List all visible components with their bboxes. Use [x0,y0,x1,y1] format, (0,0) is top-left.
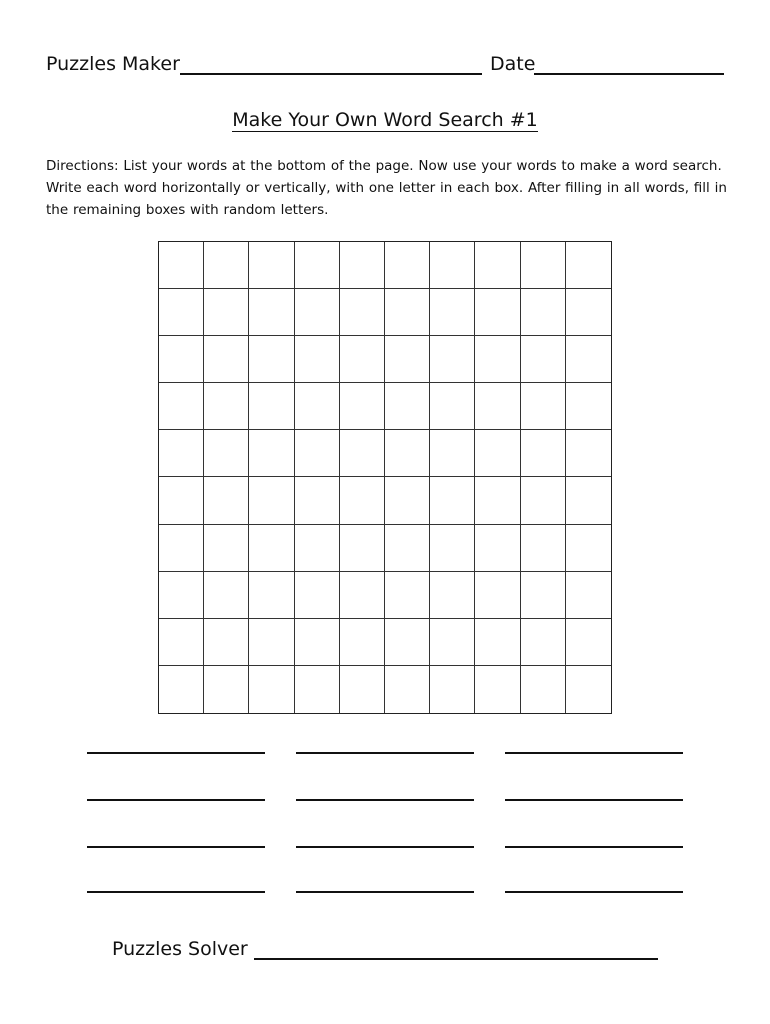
grid-cell[interactable] [340,619,385,666]
grid-cell[interactable] [385,666,430,713]
grid-cell[interactable] [295,525,340,572]
grid-cell[interactable] [475,336,520,383]
grid-cell[interactable] [249,242,294,289]
grid-cell[interactable] [159,242,204,289]
grid-cell[interactable] [566,619,611,666]
word-entry-line[interactable] [505,752,683,754]
grid-cell[interactable] [430,289,475,336]
grid-cell[interactable] [475,242,520,289]
date-field[interactable] [534,73,724,75]
grid-cell[interactable] [475,666,520,713]
grid-cell[interactable] [566,336,611,383]
grid-cell[interactable] [204,430,249,477]
grid-cell[interactable] [475,289,520,336]
word-search-grid [158,241,612,714]
grid-cell[interactable] [295,619,340,666]
grid-cell[interactable] [430,336,475,383]
grid-cell[interactable] [249,289,294,336]
grid-cell[interactable] [475,619,520,666]
grid-cell[interactable] [159,525,204,572]
grid-cell[interactable] [566,430,611,477]
puzzles-maker-field[interactable] [180,73,482,75]
grid-cell[interactable] [566,289,611,336]
puzzles-solver-field[interactable] [254,958,658,960]
word-entry-line[interactable] [87,891,265,893]
grid-cell[interactable] [430,383,475,430]
grid-cell[interactable] [521,666,566,713]
grid-cell[interactable] [159,619,204,666]
grid-cell[interactable] [566,572,611,619]
grid-cell[interactable] [430,242,475,289]
grid-cell[interactable] [204,383,249,430]
grid-cell[interactable] [340,289,385,336]
word-entry-line[interactable] [505,891,683,893]
grid-cell[interactable] [249,477,294,524]
word-entry-line[interactable] [87,752,265,754]
grid-cell[interactable] [159,666,204,713]
grid-cell[interactable] [385,477,430,524]
grid-cell[interactable] [521,242,566,289]
grid-cell[interactable] [521,430,566,477]
grid-cell[interactable] [249,572,294,619]
date-label: Date [490,53,536,75]
grid-cell[interactable] [340,666,385,713]
grid-cell[interactable] [566,477,611,524]
grid-cell[interactable] [340,336,385,383]
grid-cell[interactable] [430,477,475,524]
word-entry-line[interactable] [87,846,265,848]
word-entry-line[interactable] [296,799,474,801]
word-entry-line[interactable] [505,846,683,848]
grid-cell[interactable] [159,572,204,619]
grid-cell[interactable] [159,336,204,383]
word-entry-line[interactable] [505,799,683,801]
grid-cell[interactable] [159,383,204,430]
puzzles-solver-label: Puzzles Solver [112,938,248,960]
word-entry-line[interactable] [296,752,474,754]
grid-cell[interactable] [340,525,385,572]
grid-cell[interactable] [249,430,294,477]
grid-cell[interactable] [159,289,204,336]
grid-cell[interactable] [566,242,611,289]
grid-cell[interactable] [295,477,340,524]
grid-cell[interactable] [204,477,249,524]
grid-cell[interactable] [475,572,520,619]
grid-cell[interactable] [521,619,566,666]
grid-cell[interactable] [204,572,249,619]
word-entry-line[interactable] [87,799,265,801]
grid-cell[interactable] [204,525,249,572]
grid-cell[interactable] [295,666,340,713]
grid-cell[interactable] [295,336,340,383]
grid-cell[interactable] [159,477,204,524]
grid-cell[interactable] [385,336,430,383]
grid-cell[interactable] [249,619,294,666]
grid-cell[interactable] [430,430,475,477]
grid-cell[interactable] [295,289,340,336]
grid-cell[interactable] [385,430,430,477]
grid-cell[interactable] [521,572,566,619]
grid-cell[interactable] [295,383,340,430]
grid-cell[interactable] [475,525,520,572]
grid-cell[interactable] [430,525,475,572]
grid-cell[interactable] [295,242,340,289]
grid-cell[interactable] [249,383,294,430]
grid-cell[interactable] [385,619,430,666]
grid-cell[interactable] [521,289,566,336]
grid-cell[interactable] [204,619,249,666]
grid-cell[interactable] [249,525,294,572]
grid-cell[interactable] [385,289,430,336]
puzzles-maker-label: Puzzles Maker [46,53,180,75]
grid-cell[interactable] [521,477,566,524]
grid-cell[interactable] [204,289,249,336]
grid-cell[interactable] [340,572,385,619]
grid-cell[interactable] [521,525,566,572]
grid-cell[interactable] [430,619,475,666]
grid-cell[interactable] [249,336,294,383]
grid-cell[interactable] [566,525,611,572]
grid-cell[interactable] [521,383,566,430]
page-title-text: Make Your Own Word Search #1 [232,109,538,131]
grid-cell[interactable] [385,572,430,619]
word-entry-line[interactable] [296,891,474,893]
grid-cell[interactable] [204,242,249,289]
grid-cell[interactable] [385,383,430,430]
grid-cell[interactable] [385,525,430,572]
grid-cell[interactable] [566,666,611,713]
grid-cell[interactable] [521,336,566,383]
directions-text: Directions: List your words at the bottom of the page. Now use your words to make a word search. Write each word horizontally or vertically, with one letter in each box. After filling in all words, fill in the remaining boxes with random letters. [46,158,727,218]
grid-cell[interactable] [430,666,475,713]
grid-cell[interactable] [340,383,385,430]
grid-cell[interactable] [204,666,249,713]
page-title [0,108,770,132]
grid-cell[interactable] [475,477,520,524]
grid-cell[interactable] [295,572,340,619]
grid-cell[interactable] [385,242,430,289]
grid-cell[interactable] [475,430,520,477]
grid-cell[interactable] [249,666,294,713]
grid-cell[interactable] [340,477,385,524]
word-entry-line[interactable] [296,846,474,848]
grid-cell[interactable] [204,336,249,383]
grid-cell[interactable] [159,430,204,477]
grid-cell[interactable] [566,383,611,430]
grid-cell[interactable] [295,430,340,477]
grid-cell[interactable] [340,430,385,477]
grid-cell[interactable] [340,242,385,289]
grid-cell[interactable] [430,572,475,619]
grid-cell[interactable] [475,383,520,430]
